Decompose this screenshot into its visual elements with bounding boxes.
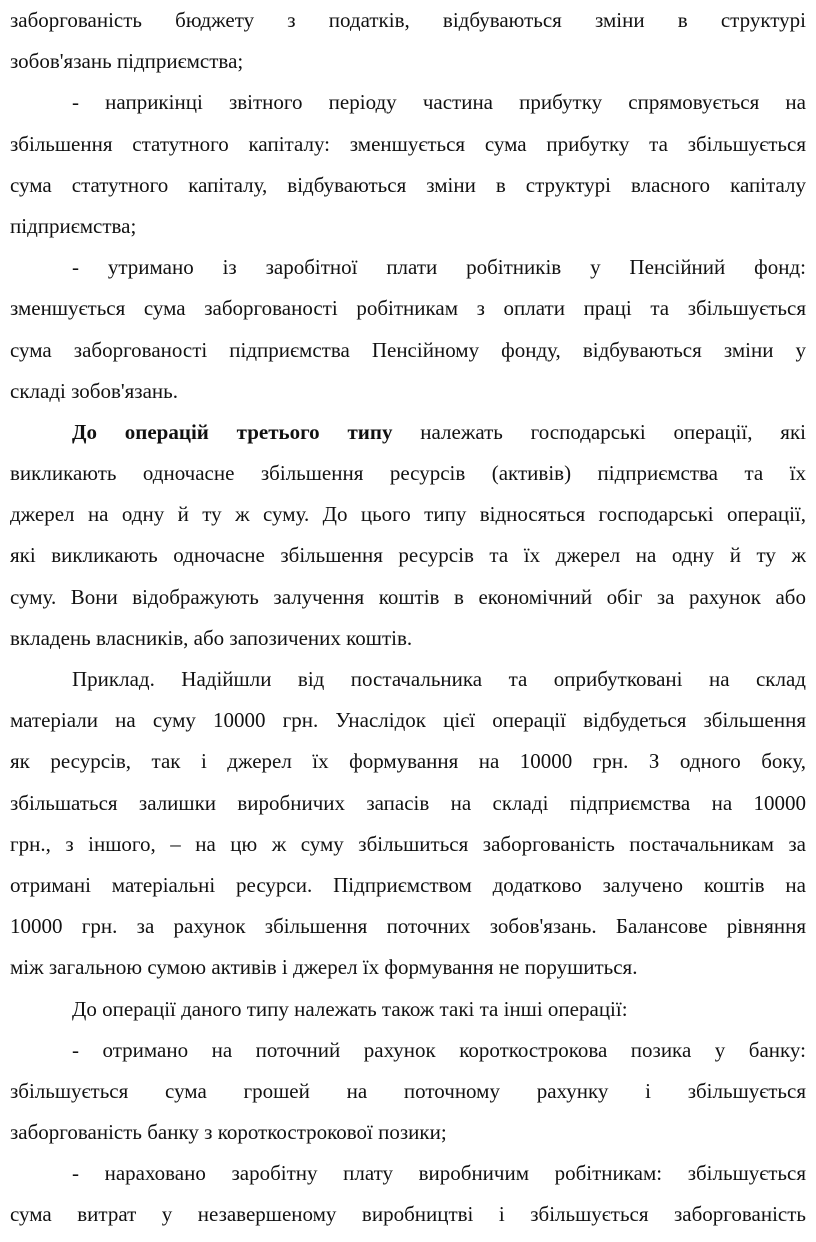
text-run: збільшення статутного капіталу: зменшується сума прибутку та збільшується — [10, 131, 806, 156]
text-run: викликають одночасне збільшення ресурсів (активів) підприємства та їх — [10, 461, 806, 486]
text-line — [10, 82, 806, 123]
text-line — [10, 412, 806, 453]
text-line — [10, 288, 806, 329]
text-run: Приклад. Надійшли від постачальника та оприбутковані на склад — [72, 667, 806, 691]
text-line — [10, 989, 806, 1030]
text-line — [10, 1153, 806, 1194]
text-run: - нараховано заробітну плату виробничим робітникам: збільшується — [72, 1161, 806, 1186]
text-line — [10, 0, 806, 41]
text-line — [10, 1030, 806, 1071]
text-run: як ресурсів, так і джерел їх формування на 10000 грн. З одного боку, — [10, 749, 806, 774]
text-line-content — [10, 41, 243, 82]
text-run: До операції даного типу належать також такі та інші операції: — [72, 996, 628, 1021]
text-run: сума статутного капіталу, відбуваються зміни в структурі власного капіталу — [10, 172, 806, 197]
text-line — [10, 371, 806, 412]
text-run: підприємства; — [10, 213, 137, 238]
text-line — [10, 124, 806, 165]
text-line-content — [10, 577, 806, 618]
text-run: заборгованість бюджету з податків, відбуваються зміни в структурі — [10, 8, 806, 32]
text-run: грн., з іншого, – на цю ж суму збільшиться заборгованість постачальникам за — [10, 831, 806, 856]
text-run: сума витрат у незавершеному виробництві і збільшується заборгованість — [10, 1202, 806, 1227]
text-run: 10000 грн. за рахунок збільшення поточних зобов'язань. Балансове рівняння — [10, 914, 806, 939]
text-line — [10, 1112, 806, 1153]
text-line-content — [10, 741, 806, 782]
text-line — [10, 947, 806, 988]
text-run: які викликають одночасне збільшення ресурсів та їх джерел на одну й ту ж — [10, 543, 806, 568]
text-line-content — [72, 247, 806, 288]
text-line — [10, 618, 806, 659]
text-run: зменшується сума заборгованості робітникам з оплати праці та збільшується — [10, 296, 806, 321]
text-run: збільшується сума грошей на поточному рахунку і збільшується — [10, 1078, 806, 1103]
text-run: зобов'язань підприємства; — [10, 49, 244, 74]
text-run: отримані матеріальні ресурси. Підприємством додатково залучено коштів на — [10, 872, 806, 897]
text-line-content — [10, 124, 806, 165]
text-line — [10, 659, 806, 700]
text-line — [10, 783, 806, 824]
text-line-content — [10, 0, 806, 41]
text-line — [10, 206, 806, 247]
text-line — [10, 535, 806, 576]
text-line-content — [10, 906, 806, 947]
text-line-content — [72, 659, 806, 700]
text-run: вкладень власників, або запозичених коштів. — [10, 625, 413, 650]
text-run: належать господарські операції, які — [392, 419, 807, 444]
text-run: заборгованість банку з короткострокової позики; — [10, 1120, 447, 1145]
text-line-content — [10, 165, 806, 206]
text-line — [10, 865, 806, 906]
text-line — [10, 577, 806, 618]
text-line — [10, 906, 806, 947]
text-run: - утримано із заробітної плати робітників у Пенсійний фонд: — [72, 255, 806, 280]
text-line — [10, 165, 806, 206]
text-run: матеріали на суму 10000 грн. Унаслідок цієї операції відбудеться збільшення — [10, 708, 806, 733]
text-run: джерел на одну й ту ж суму. До цього типу відносяться господарські операції, — [10, 502, 806, 527]
text-line — [10, 494, 806, 535]
text-line-content — [10, 288, 806, 329]
document-body — [10, 0, 806, 1236]
text-line-content — [10, 206, 136, 247]
bold-term: До операцій третього типу — [72, 419, 393, 444]
text-run: сума заборгованості підприємства Пенсійному фонду, відбуваються зміни у — [10, 337, 806, 362]
text-line-content — [10, 1071, 806, 1112]
text-line — [10, 41, 806, 82]
text-line-content — [72, 1030, 806, 1071]
text-line-content — [10, 453, 806, 494]
text-run: суму. Вони відображують залучення коштів в економічний обіг за рахунок або — [10, 584, 806, 609]
text-line-content — [10, 618, 412, 659]
text-run: збільшаться залишки виробничих запасів на складі підприємства на 10000 — [10, 790, 806, 815]
text-line — [10, 453, 806, 494]
text-line — [10, 247, 806, 288]
text-line — [10, 824, 806, 865]
text-line — [10, 700, 806, 741]
text-line-content — [10, 824, 806, 865]
text-line-content — [10, 1112, 447, 1153]
text-line-content — [10, 494, 806, 535]
text-line-content — [72, 1153, 806, 1194]
text-run: складі зобов'язань. — [10, 378, 178, 403]
text-line-content — [72, 989, 628, 1030]
text-line — [10, 1071, 806, 1112]
text-line — [10, 741, 806, 782]
text-line — [10, 1194, 806, 1235]
text-line — [10, 330, 806, 371]
text-line-content — [10, 1194, 806, 1235]
text-line-content — [72, 412, 806, 453]
text-line-content — [10, 535, 806, 576]
text-line-content — [10, 865, 806, 906]
text-run: - наприкінці звітного періоду частина прибутку спрямовується на — [72, 90, 806, 115]
text-run: між загальною сумою активів і джерел їх формування не порушиться. — [10, 955, 638, 980]
text-line-content — [10, 947, 637, 988]
text-run: - отримано на поточний рахунок короткострокова позика у банку: — [72, 1037, 806, 1062]
text-line-content — [10, 330, 806, 371]
text-line-content — [72, 82, 806, 123]
text-line-content — [10, 371, 178, 412]
text-line-content — [10, 700, 806, 741]
text-line-content — [10, 783, 806, 824]
